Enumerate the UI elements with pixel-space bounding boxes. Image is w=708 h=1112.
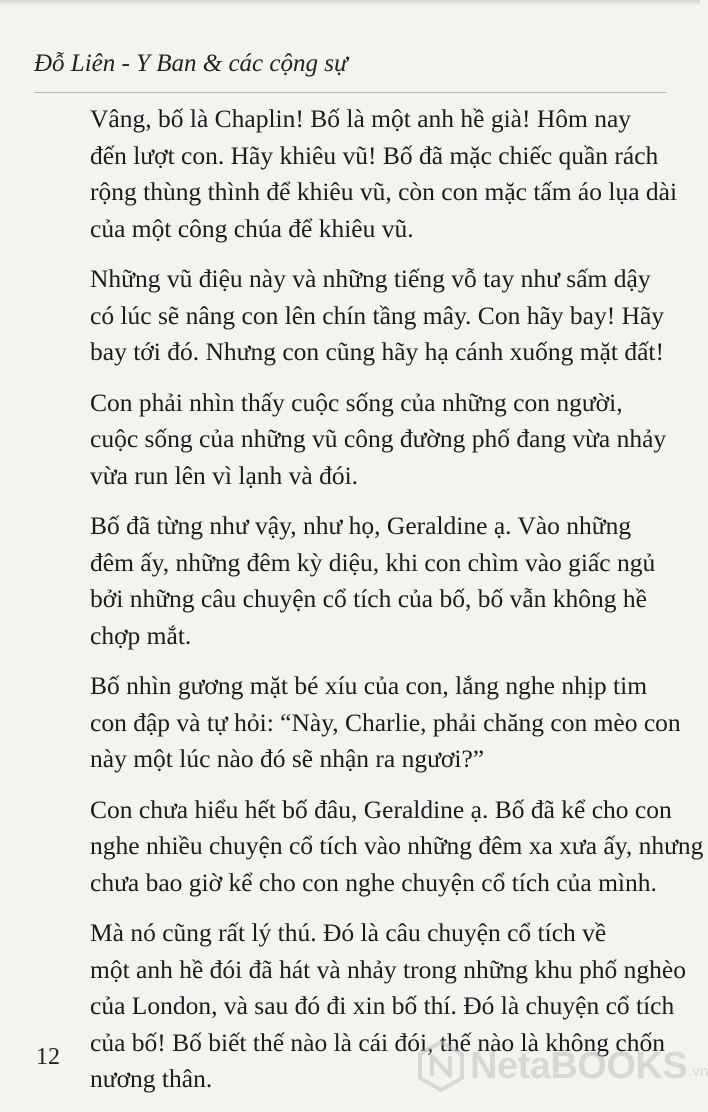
page-number: 12 bbox=[36, 1044, 60, 1070]
running-header: Đỗ Liên - Y Ban & các cộng sự bbox=[34, 50, 348, 77]
page-top-edge bbox=[0, 0, 700, 6]
text-line: của London, và sau đó đi xin bố thí. Đó là chuyện cổ tích bbox=[90, 991, 675, 1020]
paragraph-1 bbox=[50, 101, 678, 247]
text-line: Vâng, bố là Chaplin! Bố là một anh hề già! Hôm nay bbox=[90, 104, 632, 133]
watermark-suffix: .vn bbox=[688, 1063, 708, 1080]
text-line: nương thân. bbox=[90, 1064, 213, 1093]
text-line: vừa run lên vì lạnh và đói. bbox=[90, 460, 359, 490]
watermark-name: NetaBOOKS bbox=[470, 1044, 688, 1087]
text-line: Bố nhìn gương mặt bé xíu của con, lắng nghe nhịp tim bbox=[90, 671, 648, 700]
paragraph-3 bbox=[50, 385, 667, 495]
paragraph-2 bbox=[50, 261, 665, 371]
text-line: của một công chúa để khiêu vũ. bbox=[90, 213, 414, 243]
text-line: đến lượt con. Hãy khiêu vũ! Bố đã mặc chiếc quần rách bbox=[90, 140, 659, 170]
text-line: Bố đã từng như vậy, như họ, Geraldine ạ. Vào những bbox=[90, 511, 632, 540]
text-line: chưa bao giờ kể cho con nghe chuyện cổ tích của mình. bbox=[90, 867, 657, 897]
text-line: bay tới đó. Nhưng con cũng hãy hạ cánh xuống mặt đất! bbox=[90, 337, 664, 366]
text-line: Con chưa hiểu hết bố đâu, Geraldine ạ. Bố đã kể cho con bbox=[90, 794, 672, 824]
text-line: cuộc sống của những vũ công đường phố đang vừa nhảy bbox=[90, 424, 667, 453]
text-line: Những vũ điệu này và những tiếng vỗ tay như sấm dậy bbox=[90, 264, 651, 293]
text-line: bởi những câu chuyện cổ tích của bố, bố vẫn không hề bbox=[90, 584, 647, 613]
neta-hexagon-logo-icon bbox=[418, 1040, 464, 1092]
text-line: Con phải nhìn thấy cuộc sống của những con người, bbox=[90, 387, 623, 417]
text-line: một anh hề đói đã hát và nhảy trong những khu phố nghèo bbox=[90, 954, 686, 984]
text-line: rộng thùng thình để khiêu vũ, còn con mặc tấm áo lụa dài bbox=[90, 177, 678, 206]
text-line: này một lúc nào đó sẽ nhận ra ngươi?” bbox=[90, 744, 485, 773]
netabooks-watermark bbox=[418, 1040, 708, 1092]
paragraph-6 bbox=[50, 792, 704, 902]
text-line: Mà nó cũng rất lý thú. Đó là câu chuyện cổ tích về bbox=[90, 918, 607, 947]
text-line: con đập và tự hỏi: “Này, Charlie, phải chăng con mèo con bbox=[90, 707, 681, 737]
text-line: của bố! Bố biết thế nào là cái đói, thế nào là không chốn bbox=[90, 1027, 665, 1057]
text-line: chợp mắt. bbox=[90, 620, 192, 650]
text-line: nghe nhiều chuyện cổ tích vào những đêm xa xưa ấy, nhưng bbox=[90, 831, 704, 860]
paragraph-5 bbox=[50, 668, 681, 778]
header-rule bbox=[34, 92, 666, 93]
text-line: đêm ấy, những đêm kỳ diệu, khi con chìm vào giấc ngủ bbox=[90, 547, 656, 577]
text-line: có lúc sẽ nâng con lên chín tầng mây. Con hãy bay! Hãy bbox=[90, 300, 665, 330]
paragraph-4 bbox=[50, 508, 654, 654]
